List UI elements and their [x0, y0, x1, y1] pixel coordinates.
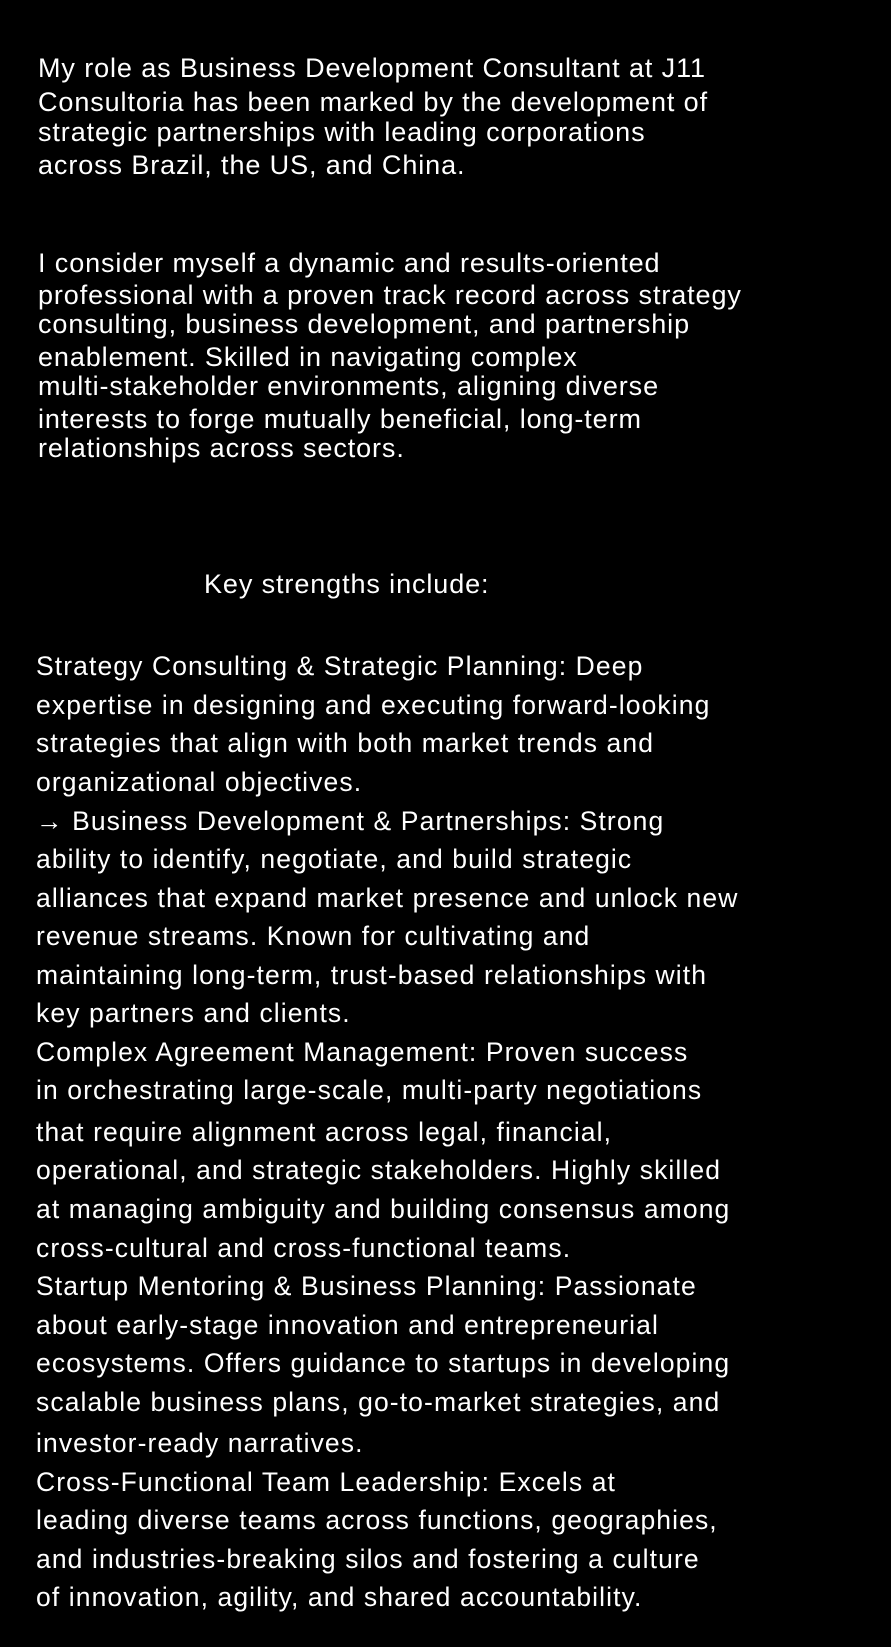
- strengths-line: Startup Mentoring & Business Planning: Passionate: [36, 1271, 697, 1301]
- strengths-line: investor-ready narratives.: [36, 1428, 364, 1458]
- strengths-line: alliances that expand market presence and unlock new: [36, 883, 739, 913]
- strengths-line: → Business Development & Partnerships: Strong: [36, 806, 665, 836]
- strengths-line: Complex Agreement Management: Proven success: [36, 1037, 689, 1067]
- strengths-line: leading diverse teams across functions, geographies,: [36, 1505, 718, 1535]
- intro-line: Consultoria has been marked by the development of: [38, 87, 708, 117]
- profile-line: enablement. Skilled in navigating complex: [38, 342, 578, 372]
- intro-line: My role as Business Development Consultant at J11: [38, 53, 706, 83]
- strengths-line: Strategy Consulting & Strategic Planning: Deep: [36, 651, 644, 681]
- intro-line: across Brazil, the US, and China.: [38, 150, 466, 180]
- strengths-line: revenue streams. Known for cultivating and: [36, 921, 591, 951]
- profile-line: relationships across sectors.: [38, 433, 405, 463]
- strengths-line: organizational objectives.: [36, 767, 363, 797]
- strengths-line: in orchestrating large-scale, multi-party negotiations: [36, 1075, 703, 1105]
- profile-line: multi-stakeholder environments, aligning diverse: [38, 371, 659, 401]
- profile-line: interests to forge mutually beneficial, long-term: [38, 404, 642, 434]
- strengths-line: and industries-breaking silos and fostering a culture: [36, 1544, 700, 1574]
- strengths-line: ecosystems. Offers guidance to startups in developing: [36, 1348, 731, 1378]
- profile-line: professional with a proven track record across strategy: [38, 280, 742, 310]
- profile-line: I consider myself a dynamic and results-oriented: [38, 248, 661, 278]
- strengths-line: about early-stage innovation and entrepreneurial: [36, 1310, 659, 1340]
- strengths-line: ability to identify, negotiate, and build strategic: [36, 844, 633, 874]
- strengths-line: maintaining long-term, trust-based relationships with: [36, 960, 708, 990]
- strengths-heading: Key strengths include:: [204, 569, 490, 599]
- strengths-line: Cross-Functional Team Leadership: Excels at: [36, 1467, 617, 1497]
- strengths-line: at managing ambiguity and building consensus among: [36, 1194, 731, 1224]
- intro-line: strategic partnerships with leading corporations: [38, 117, 646, 147]
- strengths-line: key partners and clients.: [36, 998, 351, 1028]
- strengths-line: strategies that align with both market trends and: [36, 728, 655, 758]
- strengths-line: operational, and strategic stakeholders. Highly skilled: [36, 1155, 722, 1185]
- strengths-line: of innovation, agility, and shared accountability.: [36, 1582, 643, 1612]
- strengths-line: scalable business plans, go-to-market strategies, and: [36, 1387, 721, 1417]
- profile-line: consulting, business development, and partnership: [38, 309, 690, 339]
- strengths-line: expertise in designing and executing forward-looking: [36, 690, 711, 720]
- strengths-line: cross-cultural and cross-functional teams.: [36, 1233, 572, 1263]
- strengths-line: that require alignment across legal, financial,: [36, 1117, 613, 1147]
